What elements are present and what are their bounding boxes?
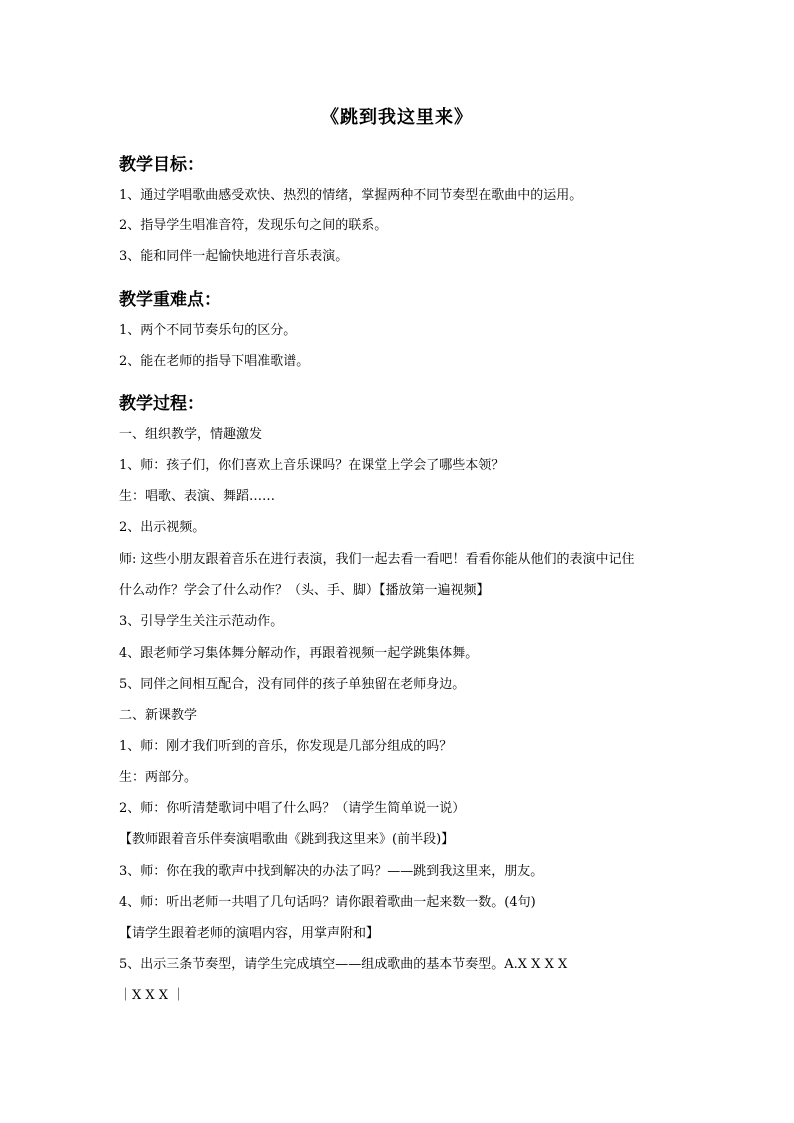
process-line: 二、新课教学 [119, 708, 198, 723]
process-line: 3、引导学生关注示范动作。 [119, 614, 284, 629]
process-line: 一、组织教学，情趣激发 [119, 427, 263, 442]
process-line: 什么动作？学会了什么动作？（头、手、脚）【播放第一遍视频】 [119, 583, 490, 598]
process-line: 生：唱歌、表演、舞蹈…… [119, 489, 276, 504]
key-points-heading: 教学重难点： [119, 290, 221, 310]
process-line: 2、师：你听清楚歌词中唱了什么吗？（请学生简单说一说） [119, 801, 466, 816]
document-title: 《跳到我这里来》 [321, 107, 473, 128]
process-line: 4、跟老师学习集体舞分解动作，再跟着视频一起学跳集体舞。 [119, 646, 479, 661]
process-line: ｜X X X ｜ [119, 988, 186, 1003]
process-line: 1、师：孩子们，你们喜欢上音乐课吗？在课堂上学会了哪些本领？ [119, 458, 505, 473]
objective-item-3: 3、能和同伴一起愉快地进行音乐表演。 [119, 249, 349, 264]
key-point-item-1: 1、两个不同节奏乐句的区分。 [119, 323, 297, 338]
objective-item-1: 1、通过学唱歌曲感受欢快、热烈的情绪，掌握两种不同节奏型在歌曲中的运用。 [119, 188, 583, 203]
objective-item-2: 2、指导学生唱准音符，发现乐句之间的联系。 [119, 218, 388, 233]
process-line: 生：两部分。 [119, 770, 198, 785]
process-line: 2、出示视频。 [119, 520, 206, 535]
process-line: 【教师跟着音乐伴奏演唱歌曲《跳到我这里来》(前半段)】 [119, 832, 455, 847]
objectives-heading: 教学目标： [119, 155, 204, 175]
process-line: 3、师：你在我的歌声中找到解决的办法了吗？——跳到我这里来，朋友。 [119, 864, 544, 879]
process-line: 5、出示三条节奏型，请学生完成填空——组成歌曲的基本节奏型。A.X X X X [119, 957, 568, 972]
process-line: 【请学生跟着老师的演唱内容，用掌声附和】 [119, 926, 380, 941]
process-line: 5、同伴之间相互配合，没有同伴的孩子单独留在老师身边。 [119, 677, 466, 692]
process-line: 4、师：听出老师一共唱了几句话吗？请你跟着歌曲一起来数一数。(4句) [119, 895, 536, 910]
key-point-item-2: 2、能在老师的指导下唱准歌谱。 [119, 354, 310, 369]
process-line: 1、师：刚才我们听到的音乐，你发现是几部分组成的吗？ [119, 739, 453, 754]
process-heading: 教学过程： [119, 394, 204, 414]
process-line: 师: 这些小朋友跟着音乐在进行表演，我们一起去看一看吧！看看你能从他们的表演中记住 [119, 552, 635, 567]
